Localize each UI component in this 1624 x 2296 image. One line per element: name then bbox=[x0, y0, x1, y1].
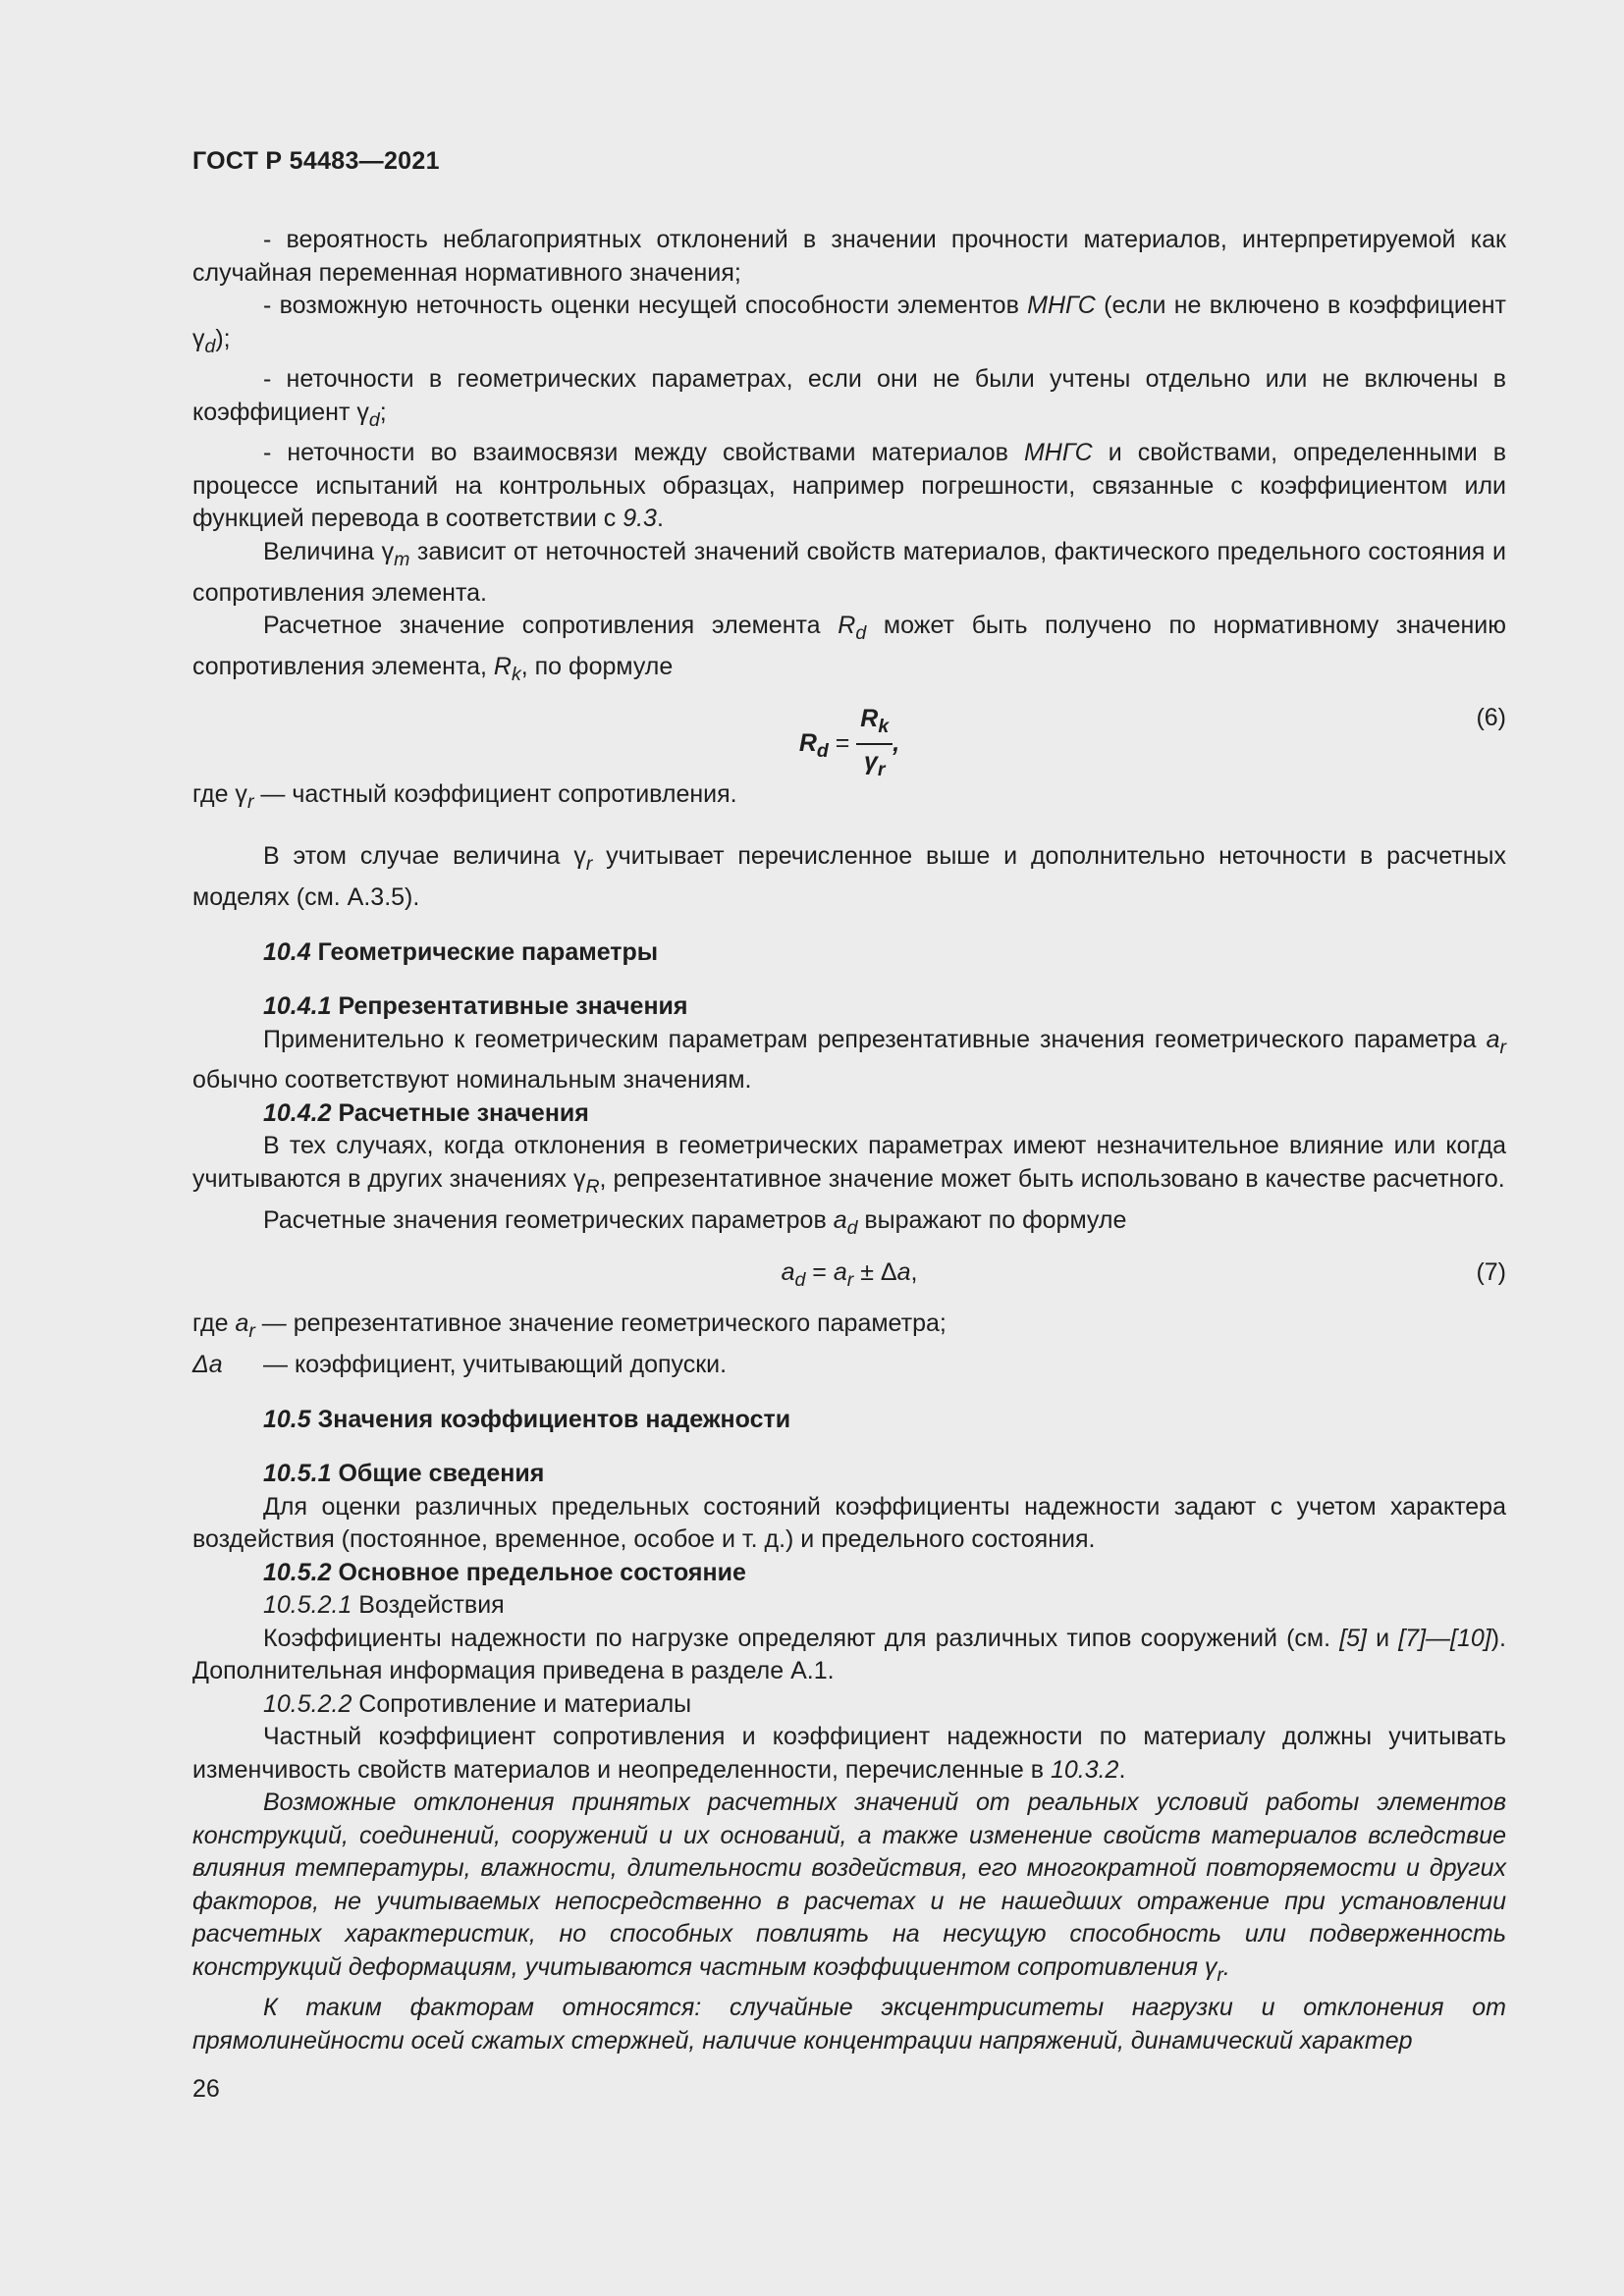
section-heading-10-5-1: 10.5.1 Общие сведения bbox=[263, 1460, 545, 1488]
section-heading-10-5-2-1: 10.5.2.1 Воздействия bbox=[263, 1591, 505, 1620]
section-heading-10-5-2: 10.5.2 Основное предельное состояние bbox=[263, 1558, 746, 1586]
formula-6: $R_d$ = $\frac{R_k}{\gamma_r}$ , (6) bbox=[192, 692, 1506, 778]
paragraph-5: Величина $\gamma_m$ зависит от неточностей значений свойств материалов, фактического предельного состояния и сопротивления элемента. bbox=[192, 537, 1506, 607]
paragraph-1: - вероятность неблагоприятных отклонений в значении прочности материалов, интерпретируемой как случайная переменная нормативного значения; bbox=[192, 226, 1506, 287]
equation-number: (6) bbox=[1476, 703, 1506, 731]
page-number: 26 bbox=[192, 2075, 220, 2103]
paragraph-2: - возможную неточность оценки несущей способности элементов МНГС (если не включено в коэффициент $\gamma_d$); bbox=[192, 292, 1506, 357]
paragraph-9: В тех случаях, когда отклонения в геометрических параметрах имеют незначительное влияние или когда учитываются в других значениях $\gamma_R$, репрезентативное значение может быть использовано в качестве расчетного. bbox=[192, 1132, 1506, 1199]
paragraph-12: Коэффициенты надежности по нагрузке определяют для различных типов сооружений (см. [5] и [7]—[10]). Дополнительная информация приведена в разделе А.1. bbox=[192, 1624, 1506, 1685]
section-heading-10-4-1: 10.4.1 Репрезентативные значения bbox=[263, 992, 688, 1021]
paragraph-7: В этом случае величина $\gamma_r$ учитывает перечисленное выше и дополнительно неточности в расчетных моделях (см. А.3.5). bbox=[192, 842, 1507, 912]
paragraph-10: Расчетные значения геометрических параметров $a_d$ выражают по формуле bbox=[263, 1205, 1127, 1239]
section-heading-10-5-2-2: 10.5.2.2 Сопротивление и материалы bbox=[263, 1689, 692, 1718]
paragraph-4: - неточности во взаимосвязи между свойствами материалов МНГС и свойствами, определенными в процессе испытаний на контрольных образцах, например погрешности, связанные с коэффициентом или функцией перевода в соответствии с 9.3. bbox=[192, 439, 1507, 533]
paragraph-11: Для оценки различных предельных состояний коэффициенты надежности задают с учетом характера воздействия (постоянное, временное, особое и т. д.) и предельного состояния. bbox=[192, 1492, 1506, 1554]
where-clause-7: где $a_r$ — репрезентативное значение геометрического параметра; Δa — коэффициент, учитывающий допуски. bbox=[192, 1309, 947, 1379]
section-heading-10-5: 10.5 Значения коэффициентов надежности bbox=[263, 1405, 791, 1433]
formula-7: $a_d = a_r \pm \Delta a$, (7) bbox=[781, 1258, 1506, 1292]
section-heading-10-4: 10.4 Геометрические параметры bbox=[263, 937, 659, 966]
paragraph-15: К таким факторам относятся: случайные эксцентриситеты нагрузки и отклонения от прямолинейности осей сжатых стержней, наличие концентрации напряжений, динамический характер bbox=[192, 1994, 1506, 2055]
paragraph-3: - неточности в геометрических параметрах, если они не были учтены отдельно или не включены в коэффициент $\gamma_d$; bbox=[192, 365, 1506, 431]
equation-number: (7) bbox=[1476, 1258, 1506, 1287]
where-clause-6: где $\gamma_r$ — частный коэффициент сопротивления. bbox=[192, 779, 737, 813]
document-body bbox=[192, 224, 1506, 2057]
document-header: ГОСТ Р 54483—2021 bbox=[192, 147, 440, 175]
fraction: $\frac{R_k}{\gamma_r}$ bbox=[856, 702, 893, 786]
paragraph-6: Расчетное значение сопротивления элемента $R_d$ может быть получено по нормативному значению сопротивления элемента, $R_k$, по формуле bbox=[192, 612, 1506, 686]
paragraph-13: Частный коэффициент сопротивления и коэффициент надежности по материалу должны учитывать изменчивость свойств материалов и неопределенности, перечисленные в 10.3.2. bbox=[192, 1723, 1506, 1784]
paragraph-14: Возможные отклонения принятых расчетных значений от реальных условий работы элементов конструкций, соединений, сооружений и их оснований, а также изменение свойств материалов вследствие влияния температуры, влажности, длительности воздействия, его многократной повторяемости и других факторов, не учитываемых непосредственно в расчетах и не нашедших отражение при установлении расчетных характеристик, но способных повлиять на несущую способность или подверженность конструкций деформациям, учитываются частным коэффициентом сопротивления $\gamma_r$. bbox=[192, 1789, 1506, 1986]
paragraph-8: Применительно к геометрическим параметрам репрезентативные значения геометрического параметра $a_r$ обычно соответствуют номинальным значениям. bbox=[192, 1025, 1506, 1095]
section-heading-10-4-2: 10.4.2 Расчетные значения bbox=[263, 1098, 589, 1127]
